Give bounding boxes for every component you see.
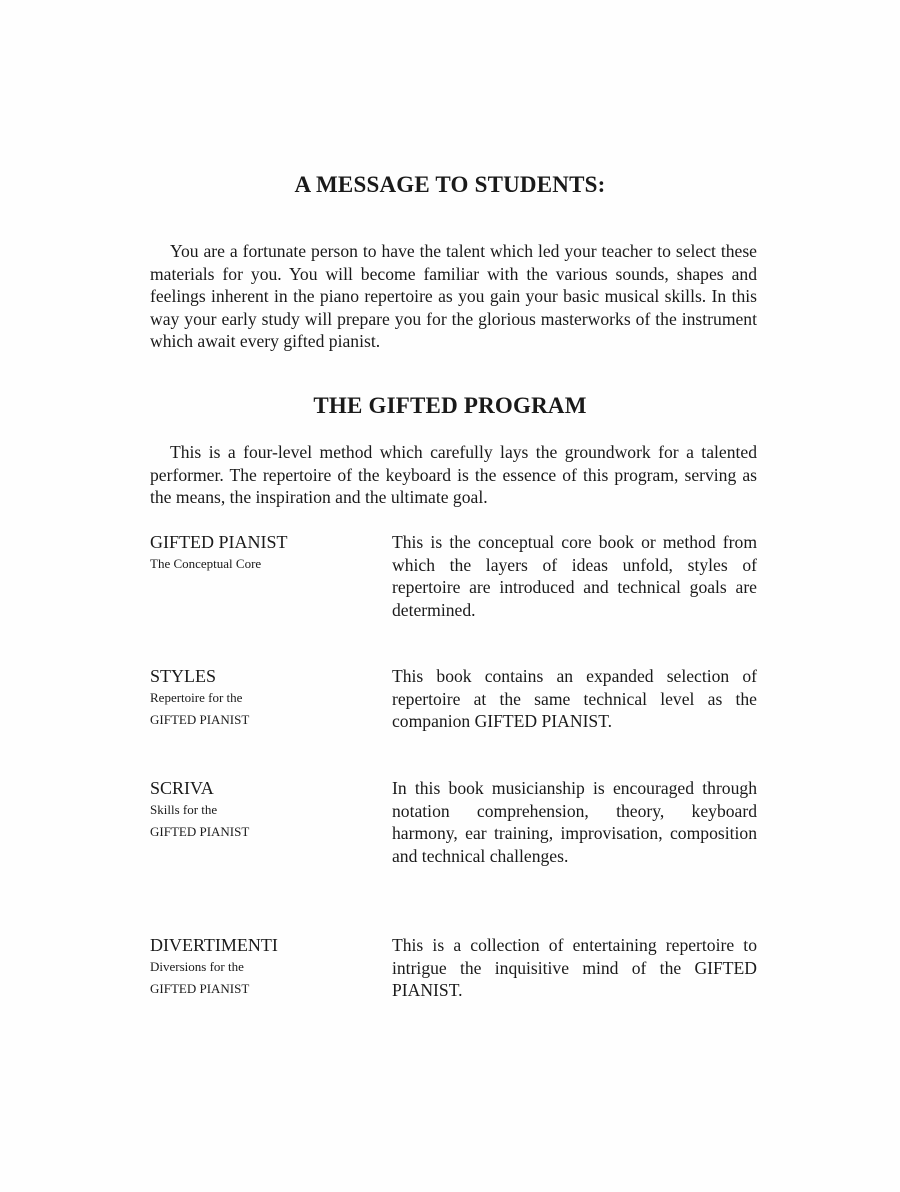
entry-label bbox=[150, 531, 380, 575]
entry-label bbox=[150, 777, 380, 843]
entry-subtitle: The Conceptual Core bbox=[150, 556, 262, 571]
entry-label bbox=[150, 665, 380, 731]
entry-subtitle: Skills for the bbox=[150, 802, 218, 817]
entry-title: SCRIVA bbox=[150, 778, 214, 798]
entry-subtitle: Repertoire for the bbox=[150, 690, 243, 705]
entry-title: DIVERTIMENTI bbox=[150, 935, 278, 955]
entry-subtitle: Diversions for the bbox=[150, 959, 244, 974]
program-heading: THE GIFTED PROGRAM bbox=[313, 393, 587, 418]
entry-title: STYLES bbox=[150, 666, 217, 686]
message-paragraph: You are a fortunate person to have the talent which led your teacher to select these materials for you. You will become familiar with the various sounds, shapes and feelings inherent in the piano repertoire as you gain your basic musical skills. In this way your early study will prepare you for the glorious masterworks of the instrument which await every gifted pianist. bbox=[150, 241, 757, 351]
entry-subtitle-series: GIFTED PIANIST bbox=[150, 712, 250, 727]
entry-description: In this book musicianship is encouraged through notation comprehension, theory, keyboard harmony, ear training, improvisation, composition and technical challenges. bbox=[392, 778, 757, 866]
entry-title: GIFTED PIANIST bbox=[150, 532, 288, 552]
program-paragraph: This is a four-level method which carefully lays the groundwork for a talented performer. The repertoire of the keyboard is the essence of this program, serving as the means, the inspiration and the ultimate goal. bbox=[150, 442, 757, 507]
entry-subtitle-series: GIFTED PIANIST bbox=[150, 981, 250, 996]
message-heading: A MESSAGE TO STUDENTS: bbox=[294, 172, 606, 197]
entry-description: This is the conceptual core book or method from which the layers of ideas unfold, styles of repertoire are introduced and technical goals are determined. bbox=[392, 532, 757, 620]
entry-label bbox=[150, 934, 380, 1000]
entry-description: This is a collection of entertaining repertoire to intrigue the inquisitive mind of the GIFTED PIANIST. bbox=[392, 935, 757, 1000]
entry-description: This book contains an expanded selection of repertoire at the same technical level as the companion GIFTED PIANIST. bbox=[392, 666, 757, 731]
entry-subtitle-series: GIFTED PIANIST bbox=[150, 824, 250, 839]
